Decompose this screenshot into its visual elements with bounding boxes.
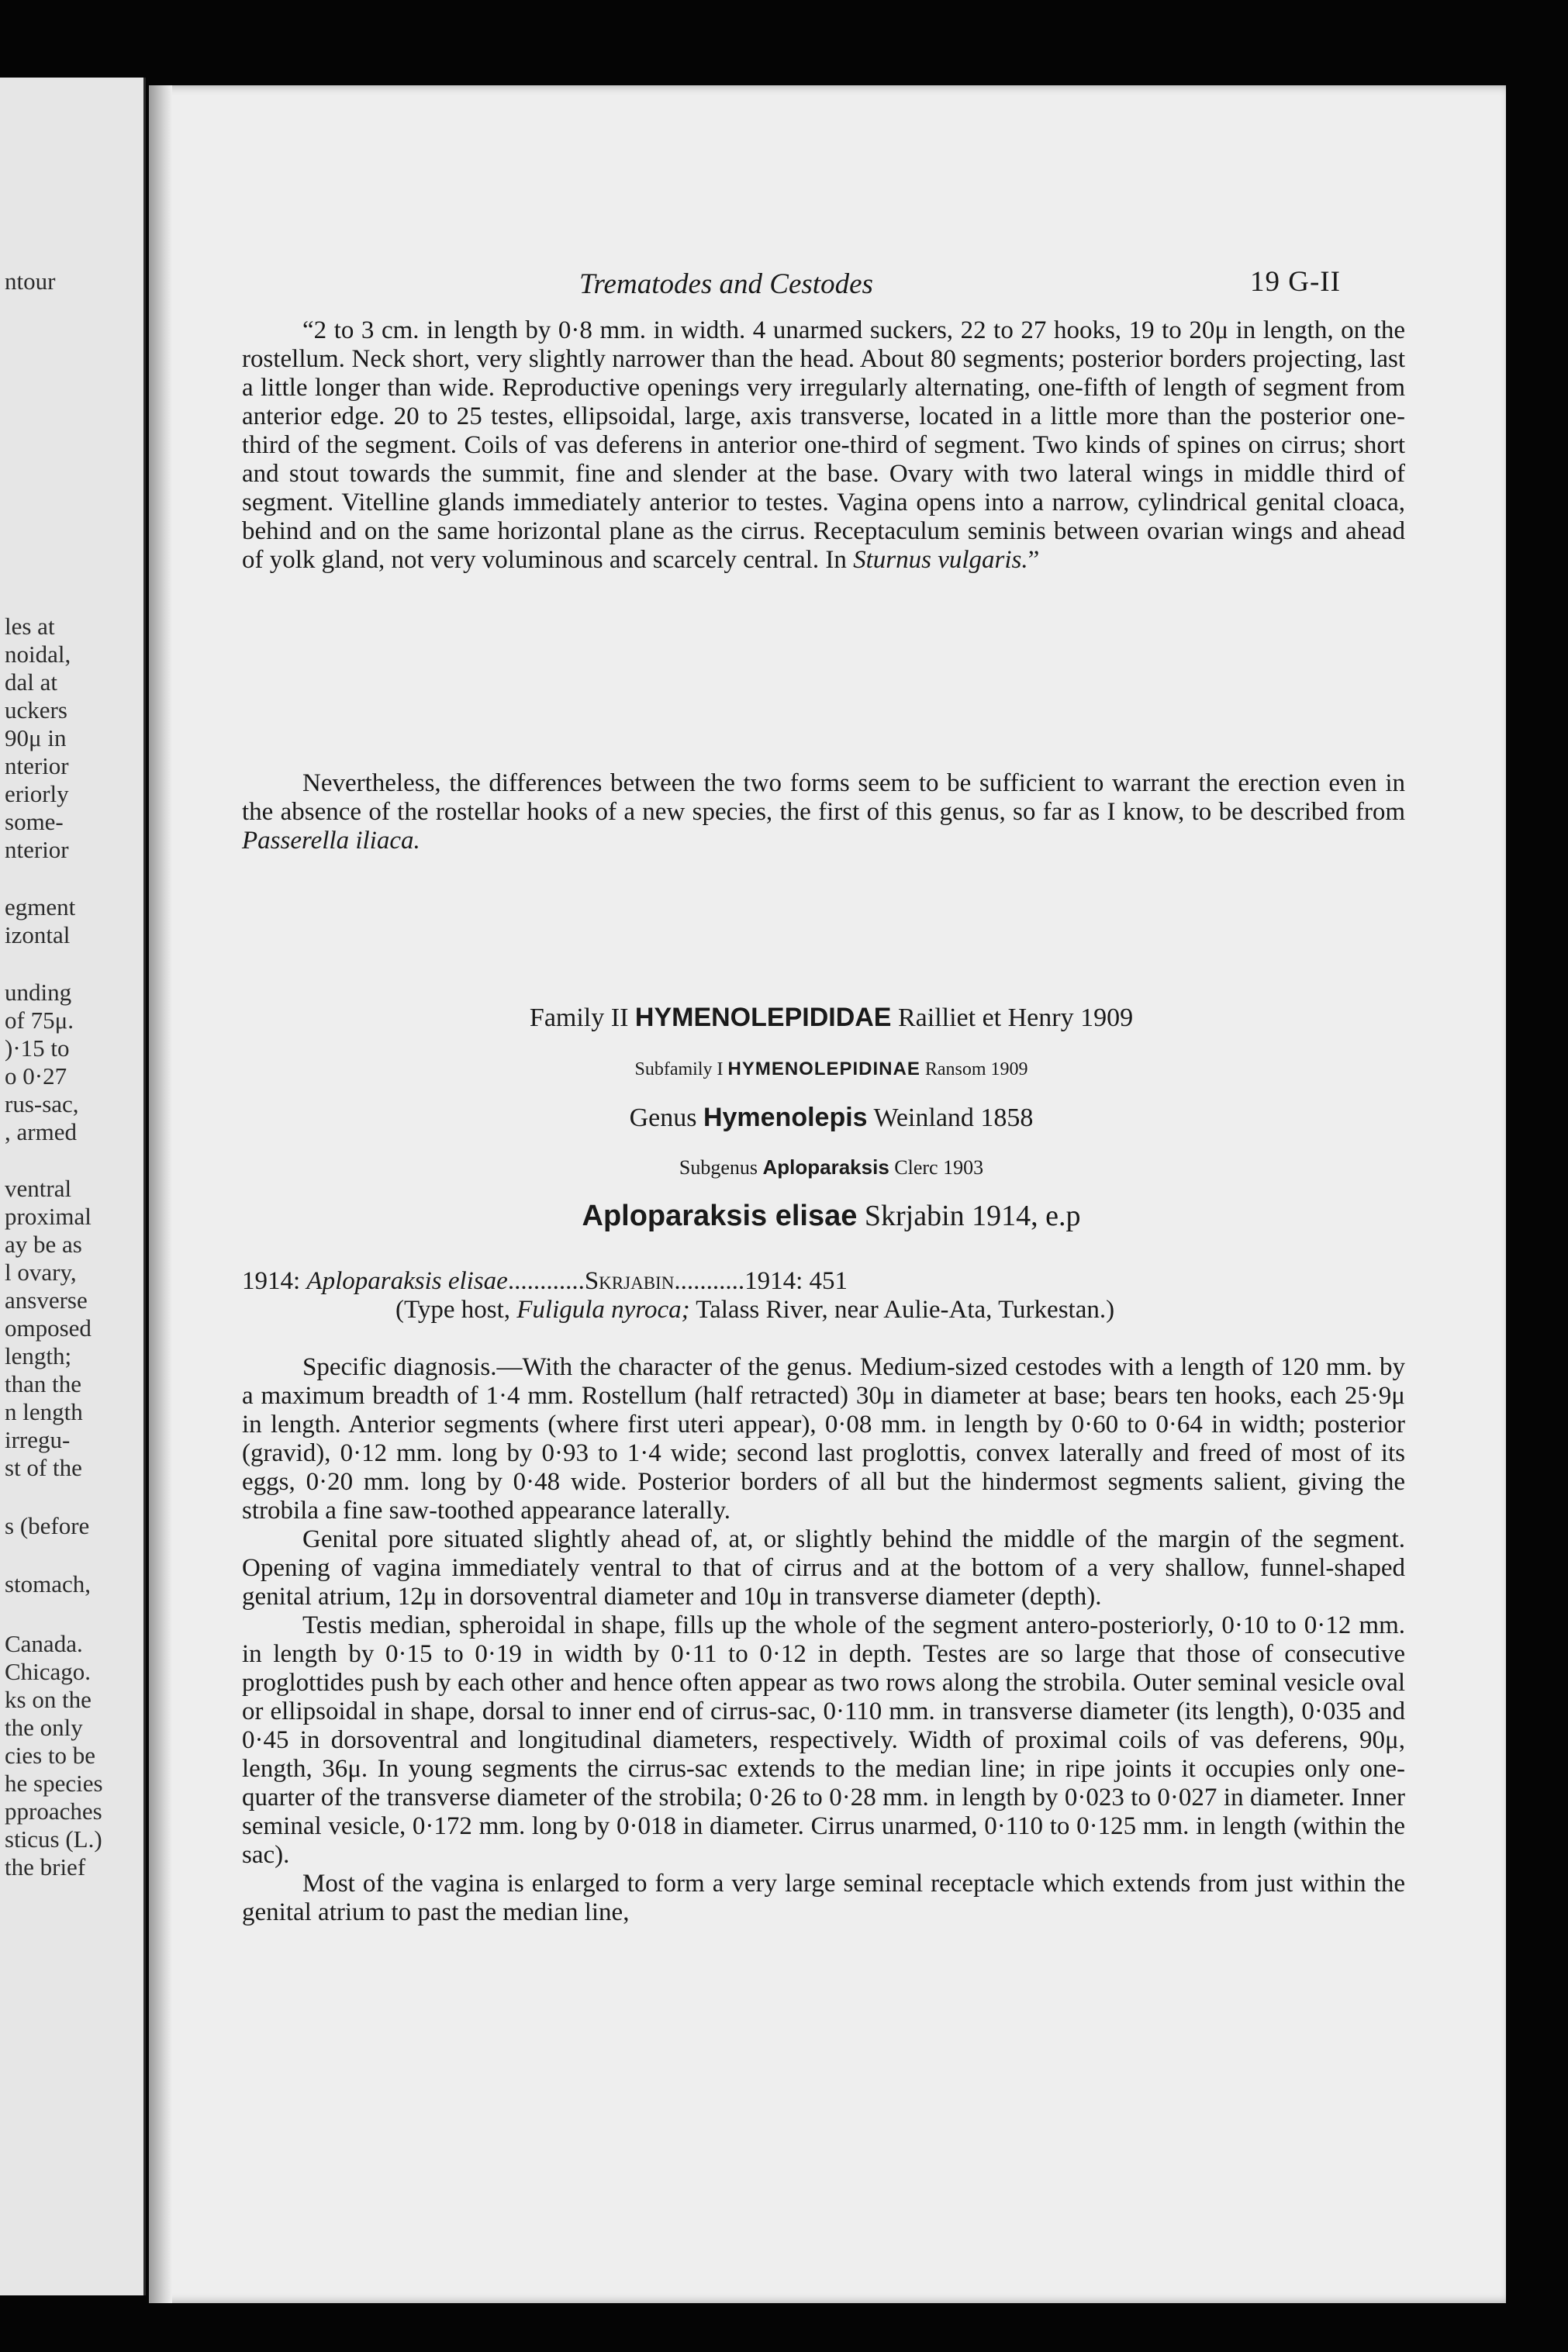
left-page-fragment: ay be as	[5, 1231, 82, 1258]
left-page-fragment: ventral	[5, 1175, 72, 1202]
left-page-fragment: eriorly	[5, 780, 69, 807]
synonymy-name: Aploparaksis elisae	[306, 1267, 508, 1295]
species-author: Skrjabin 1914, e.p	[864, 1200, 1081, 1232]
subgenus-prefix: Subgenus	[679, 1156, 758, 1179]
subgenus-author: Clerc 1903	[894, 1156, 984, 1179]
left-page-fragment: uckers	[5, 696, 67, 724]
left-page-fragment: egment	[5, 893, 76, 920]
family-name: HYMENOLEPIDIDAE	[634, 1003, 892, 1032]
family-author: Railliet et Henry 1909	[897, 1003, 1134, 1032]
left-page-fragment: than the	[5, 1370, 81, 1397]
left-page-fragment: o 0·27	[5, 1062, 67, 1090]
left-page-fragment: 90μ in	[5, 724, 67, 751]
body-text	[242, 1353, 1405, 1927]
synonymy-citation: 1914: 451	[744, 1267, 848, 1295]
quote-host: Sturnus vulgaris.	[853, 546, 1028, 574]
left-page-fragment: he species	[5, 1770, 103, 1797]
species-name: Aploparaksis elisae	[582, 1200, 858, 1232]
synonymy-dots-1: ............	[507, 1267, 585, 1295]
genus-prefix: Genus	[629, 1103, 697, 1132]
nevertheless-host: Passerella iliaca.	[242, 827, 420, 855]
left-page-fragment: stomach,	[5, 1570, 92, 1597]
family-prefix: Family II	[529, 1003, 629, 1032]
page-number: 19 G-II	[1250, 266, 1341, 298]
synonymy-dots-2: ...........	[674, 1267, 745, 1295]
type-host-name: Fuligula nyroca;	[516, 1296, 690, 1324]
running-head: Trematodes and Cestodes	[579, 268, 873, 300]
left-page-fragment: unding	[5, 979, 72, 1006]
left-page-fragment: , armed	[5, 1118, 77, 1145]
left-page-fragment: st of the	[5, 1454, 82, 1481]
left-page-fragment: length;	[5, 1342, 72, 1369]
left-page-fragment: irregu-	[5, 1426, 71, 1453]
left-page-fragment: izontal	[5, 921, 71, 948]
left-page-fragment: cies to be	[5, 1742, 96, 1769]
document-page	[149, 85, 1506, 2303]
left-page-fragment: Chicago.	[5, 1658, 92, 1685]
left-page-fragment: of 75μ.	[5, 1007, 74, 1034]
synonymy-year: 1914:	[242, 1267, 301, 1295]
type-host-label: (Type host,	[395, 1296, 511, 1324]
genus-name: Hymenolepis	[703, 1103, 868, 1132]
left-page-fragment: noidal,	[5, 641, 71, 668]
nevertheless-text: Nevertheless, the differences between the two forms seem to be sufficient to warrant the erection even in the absence of the rostellar hooks of a new species, the first of this genus, so far as I know, to be described from	[242, 769, 1405, 826]
subgenus-heading	[250, 1155, 1413, 1179]
left-page-fragment: the brief	[5, 1853, 86, 1881]
left-page-fragment: dal at	[5, 668, 57, 696]
left-page-fragment: ansverse	[5, 1287, 88, 1314]
nevertheless-paragraph	[242, 769, 1405, 855]
paragraph-vagina: Most of the vagina is enlarged to form a very large seminal receptacle which extends from just within the genital atrium to past the median line,	[242, 1870, 1405, 1926]
left-page-fragment: some-	[5, 808, 64, 835]
type-host-locality: Talass River, near Aulie-Ata, Turkestan.)	[696, 1296, 1115, 1324]
left-page-fragment: the only	[5, 1714, 83, 1741]
subfamily-prefix: Subfamily I	[634, 1059, 724, 1079]
page-gutter-shadow	[149, 85, 172, 2303]
left-page-fragment: Canada.	[5, 1630, 83, 1657]
quoted-description	[242, 316, 1405, 575]
left-page-fragment: rus-sac,	[5, 1090, 79, 1117]
synonymy-author: Skrjabin	[584, 1267, 675, 1295]
genus-heading	[250, 1103, 1413, 1133]
quote-close: ”	[1027, 546, 1040, 574]
subfamily-heading	[250, 1059, 1413, 1080]
left-page-fragment: l ovary,	[5, 1259, 77, 1286]
subgenus-name: Aploparaksis	[762, 1155, 889, 1179]
paragraph-specific-diagnosis: Specific diagnosis.—With the character of the genus. Medium-sized cestodes with a length of 120 mm. by a maximum breadth of 1·4 mm. Rostellum (half retracted) 30μ in diameter at base; bears ten hooks, each 25·9μ in length. Anterior segments (where first uteri appear), 0·08 mm. in length by 0·60 to 0·64 in width; posterior (gravid), 0·12 mm. long by 0·93 to 1·4 wide; second last proglottis, convex laterally and freed of most of its eggs, 0·20 mm. long by 0·48 wide. Posterior borders of all but the hindermost segments salient, giving the strobila a fine saw-toothed appearance laterally.	[242, 1353, 1405, 1525]
left-page-fragment: les at	[5, 613, 55, 640]
left-page-fragment: )·15 to	[5, 1034, 70, 1062]
subfamily-name: HYMENOLEPIDINAE	[727, 1059, 920, 1079]
left-page-fragment: ntour	[5, 268, 56, 295]
species-heading	[250, 1199, 1413, 1233]
synonymy-entry	[242, 1267, 1405, 1325]
family-heading	[250, 1003, 1413, 1033]
left-page-fragment: ks on the	[5, 1686, 92, 1713]
left-page-fragment: n length	[5, 1398, 83, 1425]
adjacent-left-page	[0, 78, 146, 2295]
paragraph-testis: Testis median, spheroidal in shape, fills up the whole of the segment antero-posteriorly, 0·10 to 0·12 mm. in length by 0·15 to 0·19 in width by 0·11 to 0·12 in depth. Testes are so large that those of consecutive proglottides push by each other and hence often appear as two rows along the strobila. Outer seminal vesicle oval or ellipsoidal in shape, dorsal to inner end of cirrus-sac, 0·110 mm. in transverse diameter (its length), 0·035 and 0·45 in dorsoventral and longitudinal diameters, respectively. Width of proximal coils of vas deferens, 90μ, length, 36μ. In young segments the cirrus-sac extends to the median line; in ripe joints it occupies only one-quarter of the transverse diameter of the strobila; 0·26 to 0·28 mm. in length by 0·023 to 0·027 in diameter. Inner seminal vesicle, 0·172 mm. long by 0·018 in diameter. Cirrus unarmed, 0·110 to 0·125 mm. in length (within the sac).	[242, 1611, 1405, 1869]
synonymy-line	[242, 1267, 1405, 1296]
subfamily-author: Ransom 1909	[924, 1059, 1028, 1079]
left-page-fragment: proximal	[5, 1203, 92, 1230]
genus-author: Weinland 1858	[873, 1103, 1034, 1132]
left-page-fragment: nterior	[5, 752, 69, 779]
quote-text: “2 to 3 cm. in length by 0·8 mm. in width. 4 unarmed suckers, 22 to 27 hooks, 19 to 20μ in length, on the rostellum. Neck short, very slightly narrower than the head. About 80 segments; posterior borders projecting, last a little longer than wide. Reproductive openings very irregularly alternating, one-fifth of length of segment from anterior edge. 20 to 25 testes, ellipsoidal, large, axis transverse, located in a little more than the posterior one-third of the segment. Coils of vas deferens in anterior one-third of segment. Two kinds of spines on cirrus; short and stout towards the summit, fine and slender at the base. Ovary with two lateral wings in middle third of segment. Vitelline glands immediately anterior to testes. Vagina opens into a narrow, cylindrical genital cloaca, behind and on the same horizontal plane as the cirrus. Receptaculum seminis between ovarian wings and ahead of yolk gland, not very voluminous and scarcely central. In	[242, 316, 1405, 574]
synonymy-type-host	[242, 1296, 1405, 1325]
left-page-fragment: sticus (L.)	[5, 1825, 102, 1853]
left-page-fragment: nterior	[5, 836, 69, 863]
left-page-fragment: omposed	[5, 1314, 92, 1342]
paragraph-genital-pore: Genital pore situated slightly ahead of, at, or slightly behind the middle of the margin of the segment. Opening of vagina immediately ventral to that of cirrus and at the bottom of a very shallow, funnel-shaped genital atrium, 12μ in dorsoventral diameter and 10μ in transverse diameter (depth).	[242, 1525, 1405, 1611]
left-page-fragment: s (before	[5, 1512, 90, 1539]
left-page-fragment: pproaches	[5, 1798, 102, 1825]
